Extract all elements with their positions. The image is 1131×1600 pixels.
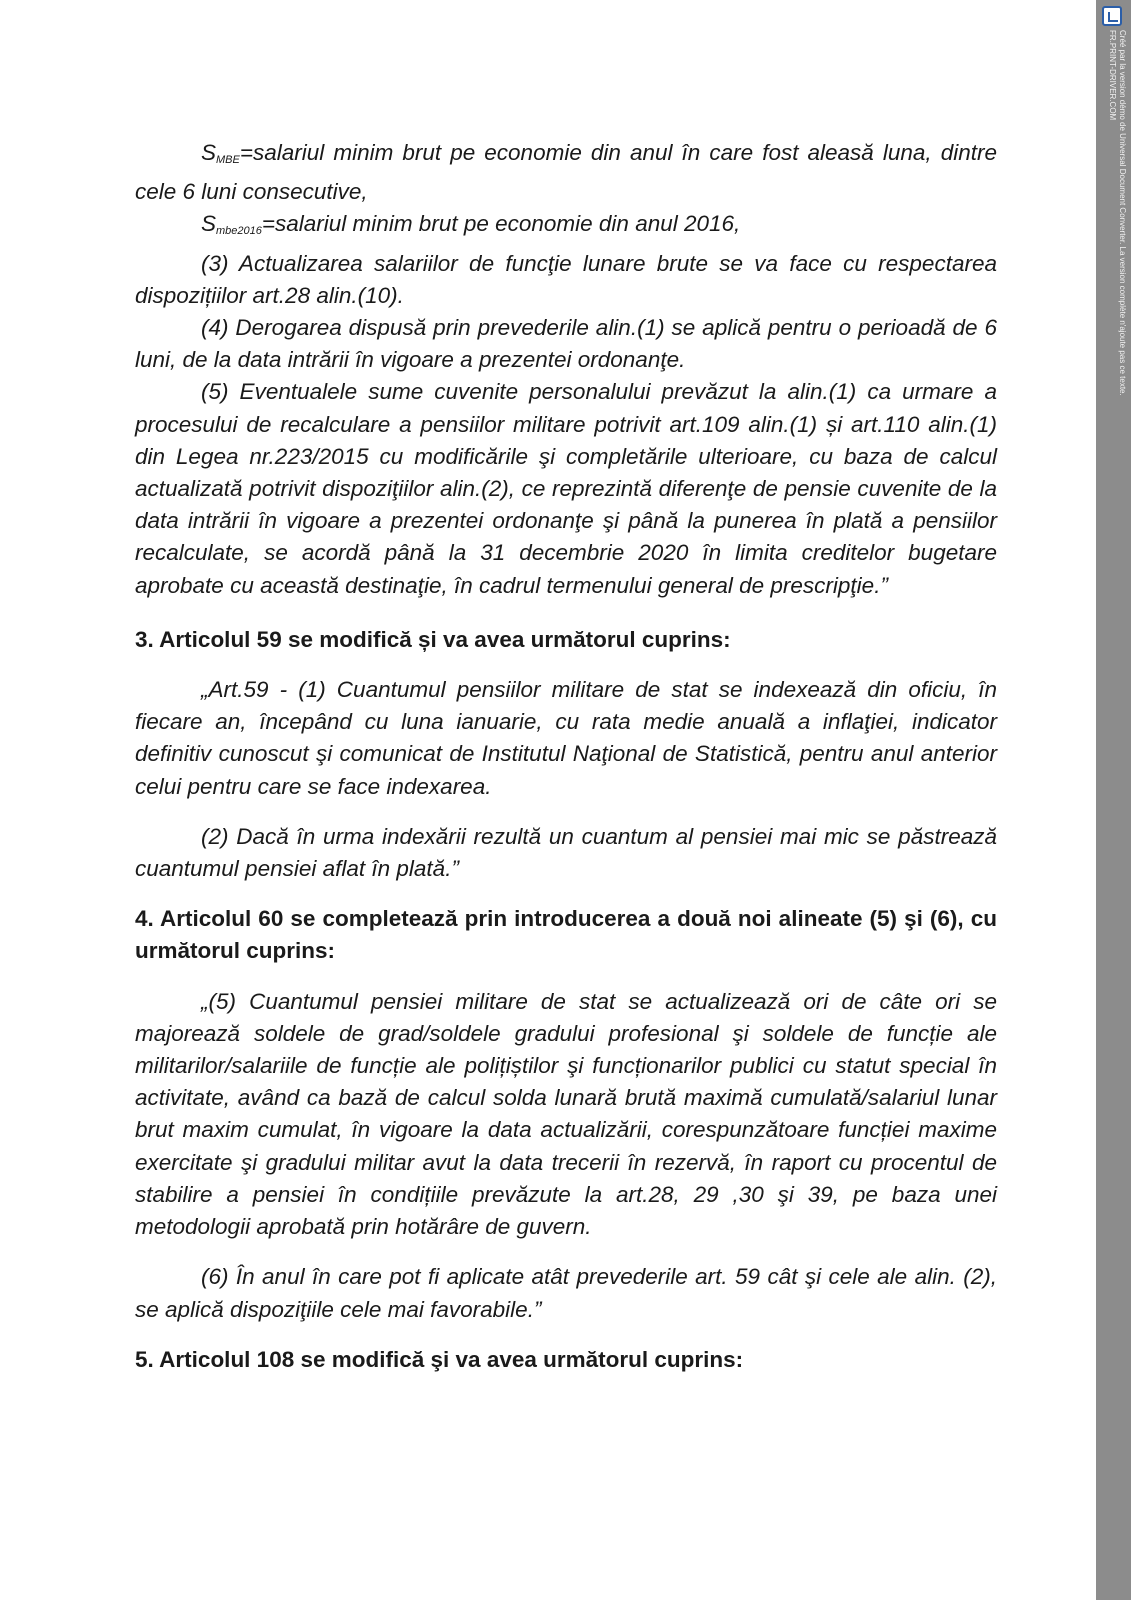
section-3-heading: 3. Articolul 59 se modifică și va avea următorul cuprins: <box>135 626 731 652</box>
paragraph-alin-4: (4) Derogarea dispusă prin prevederile alin.(1) se aplică pentru o perioadă de 6 luni, de la data intrării în vigoare a prezentei ordonanţe. <box>135 315 997 373</box>
section-3-paragraph-2: (2) Dacă în urma indexării rezultă un cuantum al pensiei mai mic se păstrează cuantumul pensiei aflat în plată.” <box>135 823 997 882</box>
symbol-subscript: mbe2016 <box>216 225 262 238</box>
definition-text: =salariul minim brut pe economie din anul 2016, <box>261 211 741 237</box>
paragraph-alin-3: (3) Actualizarea salariilor de funcţie lunare brute se va face cu respectarea dispozițiilor art.28 alin.(10). <box>135 250 997 308</box>
symbol-s: S <box>201 211 217 237</box>
watermark-text: Créé par la version démo de Universal Document Converter. La version complète n'ajoute pas ce texte. <box>1118 30 1127 396</box>
section-5-heading: 5. Articolul 108 se modifică şi va avea următorul cuprins: <box>135 1346 744 1372</box>
symbol-subscript: MBE <box>216 154 240 166</box>
definition-text: =salariul minim brut pe economie din anul în care fost aleasă luna, dintre cele 6 luni consecutive, <box>135 140 997 205</box>
section-3-paragraph-1: „Art.59 - (1) Cuantumul pensiilor militare de stat se indexează din oficiu, în fiecare an, începând cu luna ianuarie, cu rata medie anuală a inflaţiei, indicator definitiv cunoscut şi comunicat de Institutul Naţional de Statistică, pentru anul anterior celui pentru care se face indexarea. <box>135 677 997 799</box>
section-4-paragraph-6: (6) În anul în care pot fi aplicate atât prevederile art. 59 cât şi cele ale alin. (2), se aplică dispoziţiile cele mai favorabile.” <box>135 1264 997 1322</box>
section-4-paragraph-5: „(5) Cuantumul pensiei militare de stat se actualizează ori de câte ori se majorează soldele de grad/soldele gradului profesional şi soldele de funcție ale militarilor/salariile de funcție ale polițiștilor şi funcționarilor publici cu statut special în activitate, având ca bază de calcul solda lunară brută maximă cumulată/salariul lunar brut maxim cumulat, în vigoare la data actualizării, corespunzătoare funcției maxime exercitate şi gradului militar avut la data trecerii în rezervă, în raport cu procentul de stabilire a pensiei în condițiile prevăzute la art.28, 29 ,30 şi 39, pe baza unei metodologii aprobată prin hotărâre de guvern. <box>135 988 997 1240</box>
watermark-link[interactable]: FR.PRINT-DRIVER.COM <box>1108 30 1117 121</box>
converter-logo-icon <box>1102 6 1122 26</box>
paragraph-smbe-definition <box>135 137 997 208</box>
paragraph-alin-5: (5) Eventualele sume cuvenite personalului prevăzut la alin.(1) ca urmare a procesului de recalculare a pensiilor militare potrivit art.109 alin.(1) și art.110 alin.(1) din Legea nr.223/2015 cu modificările şi completările ulterioare, cu baza de calcul actualizată potrivit dispoziţiilor alin.(2), ce reprezintă diferenţe de pensie cuvenite de la data intrării în vigoare a prezentei ordonanţe şi până la punerea în plată a pensiilor recalculate, se acordă până la 31 decembrie 2020 în limita creditelor bugetare aprobate cu această destinaţie, în cadrul termenului general de prescripţie.” <box>135 379 997 598</box>
section-4-heading: 4. Articolul 60 se completează prin introducerea a două noi alineate (5) şi (6), cu următorul cuprins: <box>135 906 997 964</box>
symbol-s: S <box>201 140 217 165</box>
document-body <box>135 137 997 1376</box>
paragraph-smbe2016-definition <box>135 208 997 247</box>
